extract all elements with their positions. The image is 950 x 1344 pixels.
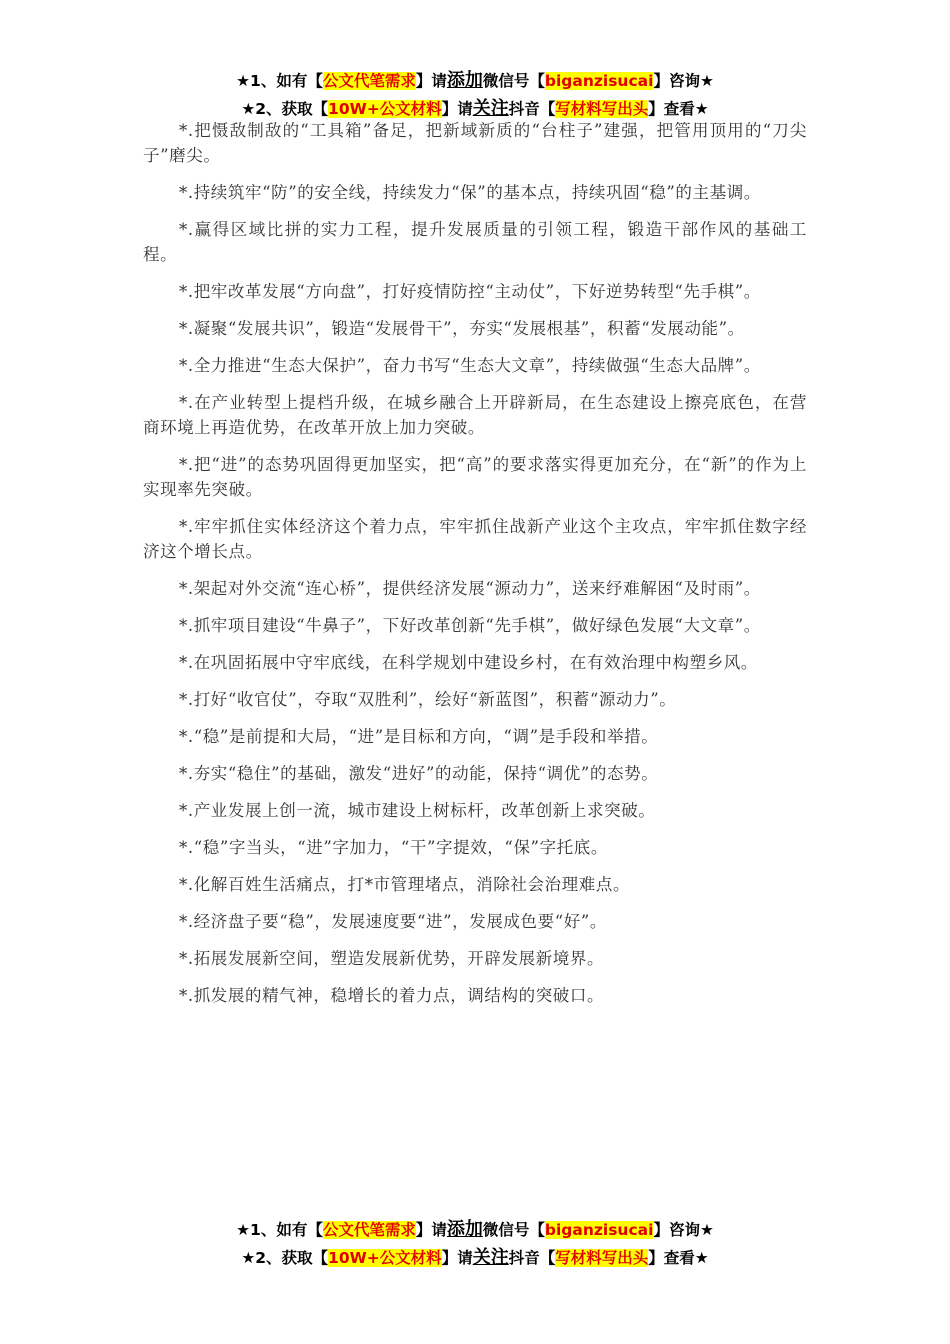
paragraph: *.把牢改革发展“方向盘”，打好疫情防控“主动仗”，下好逆势转型“先手棋”。 [179, 282, 761, 301]
banner-line-1 [0, 67, 950, 95]
banner-text: 抖音【 [508, 1249, 556, 1267]
banner-text: 微信号【 [482, 1221, 545, 1239]
banner-text: ★1、如有【 [236, 1221, 323, 1239]
paragraph: *.夯实“稳住”的基础，激发“进好”的动能，保持“调优”的态势。 [179, 764, 659, 783]
document-body [143, 118, 807, 1020]
banner-text: 微信号【 [482, 72, 545, 90]
banner-text: 】请 [441, 1249, 473, 1267]
paragraph: *.架起对外交流“连心桥”，提供经济发展“源动力”，送来纾难解困“及时雨”。 [179, 579, 761, 598]
highlight-douyin: 写材料写出头 [555, 100, 649, 118]
paragraph: *.在巩固拓展中守牢底线，在科学规划中建设乡村，在有效治理中构塑乡风。 [179, 653, 758, 672]
banner-line-2 [0, 1244, 950, 1272]
emphasis-text: 添加 [446, 70, 483, 91]
emphasis-text: 关注 [472, 98, 509, 119]
highlight-materials: 10W+公文材料 [328, 100, 442, 118]
paragraph: *.凝聚“发展共识”，锻造“发展骨干”，夯实“发展根基”，积蓄“发展动能”。 [179, 319, 745, 338]
emphasis-text: 关注 [472, 1247, 509, 1268]
banner-text: 】咨询★ [653, 72, 714, 90]
highlight-service: 公文代笔需求 [322, 72, 416, 90]
banner-line-1 [0, 1216, 950, 1244]
paragraph: *.把慑敌制敌的“工具箱”备足，把新域新质的“台柱子”建强，把管用顶用的“刀尖子”磨尖。 [143, 121, 807, 165]
highlight-wechat-id: biganzisucai [544, 1221, 654, 1239]
highlight-wechat-id: biganzisucai [544, 72, 654, 90]
paragraph: *.赢得区域比拼的实力工程，提升发展质量的引领工程，锻造干部作风的基础工程。 [143, 220, 807, 264]
paragraph: *.把“进”的态势巩固得更加坚实，把“高”的要求落实得更加充分，在“新”的作为上实现率先突破。 [143, 455, 807, 499]
paragraph: *.抓发展的精气神，稳增长的着力点，调结构的突破口。 [179, 986, 605, 1005]
banner-text: ★1、如有【 [236, 72, 323, 90]
header-banner [0, 67, 950, 123]
banner-text: ★2、获取【 [241, 1249, 329, 1267]
highlight-douyin: 写材料写出头 [555, 1249, 649, 1267]
paragraph: *.抓牢项目建设“牛鼻子”，下好改革创新“先手棋”，做好绿色发展“大文章”。 [179, 616, 761, 635]
paragraph: *.打好“收官仗”，夺取“双胜利”，绘好“新蓝图”，积蓄“源动力”。 [179, 690, 677, 709]
paragraph: *.“稳”是前提和大局，“进”是目标和方向，“调”是手段和举措。 [179, 727, 659, 746]
emphasis-text: 添加 [446, 1219, 483, 1240]
paragraph: *.产业发展上创一流，城市建设上树标杆，改革创新上求突破。 [179, 801, 656, 820]
paragraph: *.全力推进“生态大保护”，奋力书写“生态大文章”，持续做强“生态大品牌”。 [179, 356, 761, 375]
footer-banner [0, 1216, 950, 1272]
highlight-materials: 10W+公文材料 [328, 1249, 442, 1267]
paragraph: *.牢牢抓住实体经济这个着力点，牢牢抓住战新产业这个主攻点，牢牢抓住数字经济这个增长点。 [143, 517, 807, 561]
banner-text: 】咨询★ [653, 1221, 714, 1239]
paragraph: *.在产业转型上提档升级，在城乡融合上开辟新局，在生态建设上擦亮底色，在营商环境上再造优势，在改革开放上加力突破。 [143, 393, 807, 437]
banner-text: 】请 [415, 1221, 447, 1239]
banner-text: 】查看★ [648, 1249, 709, 1267]
banner-text: 抖音【 [508, 100, 556, 118]
paragraph: *.“稳”字当头，“进”字加力，“干”字提效，“保”字托底。 [179, 838, 608, 857]
highlight-service: 公文代笔需求 [322, 1221, 416, 1239]
paragraph: *.经济盘子要“稳”，发展速度要“进”，发展成色要“好”。 [179, 912, 608, 931]
paragraph: *.持续筑牢“防”的安全线，持续发力“保”的基本点，持续巩固“稳”的主基调。 [179, 183, 761, 202]
banner-text: 】请 [415, 72, 447, 90]
paragraph: *.化解百姓生活痛点，打*市管理堵点，消除社会治理难点。 [179, 875, 631, 894]
banner-text: 】请 [441, 100, 473, 118]
banner-text: 】查看★ [648, 100, 709, 118]
paragraph: *.拓展发展新空间，塑造发展新优势，开辟发展新境界。 [179, 949, 605, 968]
banner-text: ★2、获取【 [241, 100, 329, 118]
